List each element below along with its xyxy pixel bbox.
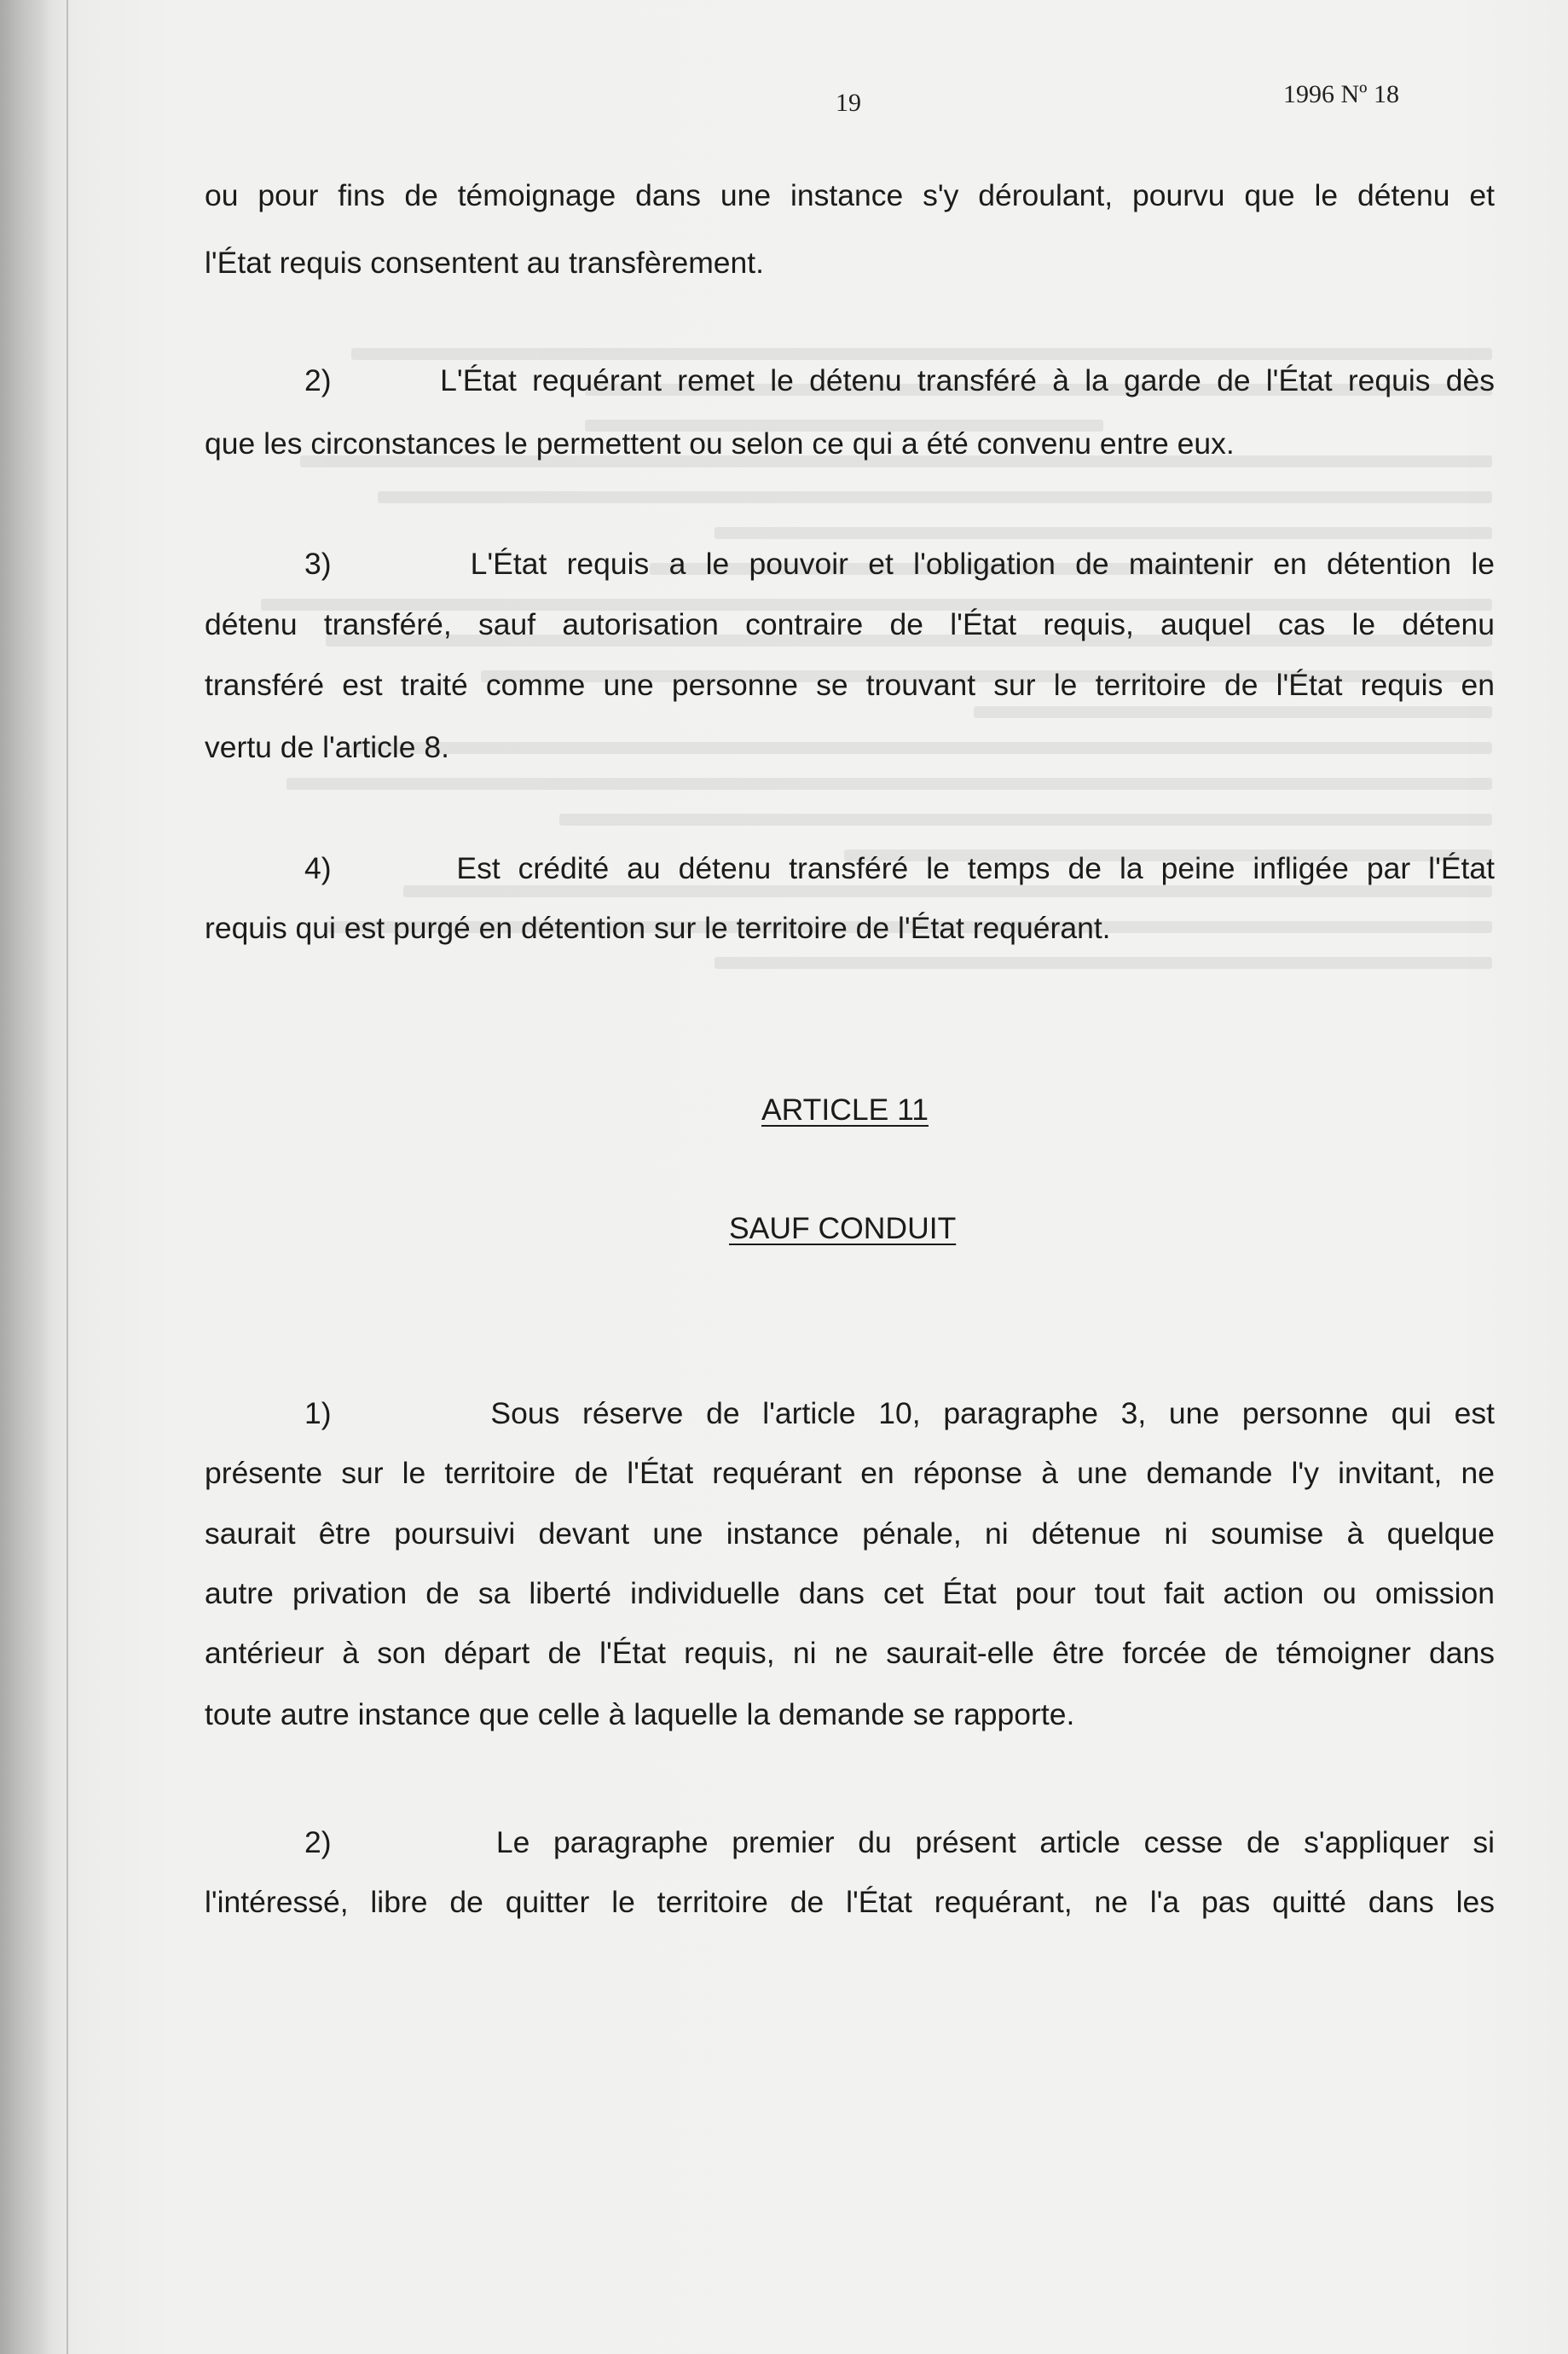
document-reference: 1996 Nº 18	[1283, 80, 1399, 108]
text-line: présente sur le territoire de l'État requérant en réponse à une demande l'y invitant, ne	[205, 1456, 1495, 1490]
text-line: 2) L'État requérant remet le détenu transféré à la garde de l'État requis dès	[304, 363, 1495, 397]
text-line: 1) Sous réserve de l'article 10, paragraphe 3, une personne qui est	[304, 1396, 1495, 1430]
article-title: SAUF CONDUIT	[729, 1211, 957, 1245]
text-line: 2) Le paragraphe premier du présent article cesse de s'appliquer si	[304, 1825, 1495, 1859]
text-line: 3) L'État requis a le pouvoir et l'obligation de maintenir en détention le	[304, 547, 1495, 581]
text-line: toute autre instance que celle à laquelle la demande se rapporte.	[205, 1697, 1075, 1731]
text-line: saurait être poursuivi devant une instance pénale, ni détenue ni soumise à quelque	[205, 1516, 1495, 1551]
binding-shadow	[0, 0, 51, 2354]
text-line: transféré est traité comme une personne se trouvant sur le territoire de l'État requis en	[205, 668, 1495, 702]
text-line: détenu transféré, sauf autorisation contraire de l'État requis, auquel cas le détenu	[205, 607, 1495, 641]
text-line: requis qui est purgé en détention sur le territoire de l'État requérant.	[205, 911, 1111, 945]
text-line: vertu de l'article 8.	[205, 730, 449, 764]
text-line: antérieur à son départ de l'État requis, ni ne saurait-elle être forcée de témoigner dans	[205, 1636, 1495, 1670]
text-line: ou pour fins de témoignage dans une instance s'y déroulant, pourvu que le détenu et	[205, 178, 1495, 212]
text-line: autre privation de sa liberté individuelle dans cet État pour tout fait action ou omission	[205, 1576, 1495, 1610]
binding-edge	[67, 0, 68, 2354]
page-number: 19	[836, 89, 861, 117]
text-line: l'État requis consentent au transfèrement.	[205, 246, 765, 280]
article-heading: ARTICLE 11	[761, 1093, 929, 1127]
text-line: 4) Est crédité au détenu transféré le temps de la peine infligée par l'État	[304, 851, 1495, 885]
text-line: que les circonstances le permettent ou selon ce qui a été convenu entre eux.	[205, 426, 1235, 461]
text-line: l'intéressé, libre de quitter le territoire de l'État requérant, ne l'a pas quitté dans les	[205, 1885, 1495, 1919]
